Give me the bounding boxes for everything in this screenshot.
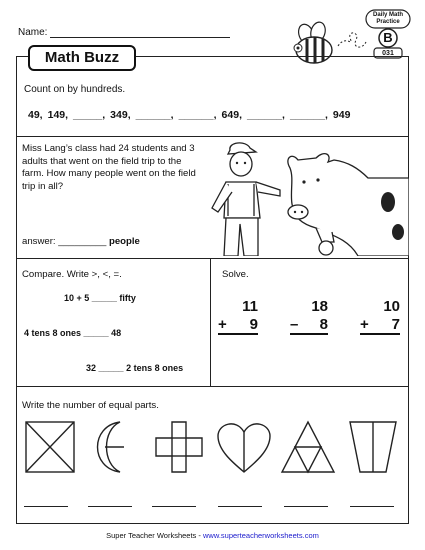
seq-item: 949 [332,109,351,121]
shapes-row [20,416,405,478]
seq-blank[interactable]: ______, [135,109,174,121]
answer-blank[interactable] [152,506,196,507]
page-title: Math Buzz [44,49,120,66]
seq-item: 149, [47,109,69,121]
heart-shape-icon [218,424,270,472]
compare-blank[interactable]: _____ [91,293,117,303]
problem-bottom: + 9 [218,316,258,333]
cross-shape-icon [156,422,202,472]
answer-blank[interactable] [350,506,394,507]
badge-number: 031 [382,50,394,57]
compare-item: 32 _____ 2 tens 8 ones [86,363,184,373]
problem-top: 10 [383,298,400,315]
badge-line2: Practice [376,19,400,25]
answer-field[interactable]: _________ [58,236,107,247]
name-label: Name: [18,27,48,38]
seq-blank[interactable]: ______, [289,109,328,121]
farmer-cow-illustration [198,138,409,256]
answer-blank[interactable] [24,506,68,507]
problem-bottom: + 7 [360,316,400,333]
shapes-svg [20,416,405,478]
name-field[interactable] [50,37,230,38]
problem-top: 18 [311,298,328,315]
answer-row [22,236,140,248]
count-sequence [28,109,398,121]
seq-item: 49, [28,109,43,121]
crescent-shape-icon [98,422,125,472]
seq-blank[interactable]: ______, [246,109,285,121]
badge-letter: B [383,30,393,45]
answer-blank[interactable] [88,506,132,507]
divider [16,258,409,259]
problem-top: 11 [242,298,258,315]
divider [16,136,409,137]
divider [210,258,211,386]
footer-link[interactable]: www.superteacherworksheets.com [202,531,319,540]
seq-item: 649, [221,109,242,121]
compare-item: 4 tens 8 ones _____ 48 [24,328,122,338]
badge-line1: Daily Math [372,12,403,18]
seq-blank[interactable]: ______, [178,109,217,121]
answer-blank[interactable] [284,506,328,507]
triangle-shape-icon [282,422,334,472]
seq-blank[interactable]: _____, [73,109,106,121]
seq-item: 349, [110,109,131,121]
trapezoid-shape-icon [350,422,396,472]
answer-unit: people [108,236,140,247]
count-prompt: Count on by hundreds. [24,84,126,95]
divider [16,386,409,387]
daily-practice-badge [364,8,412,60]
square-shape-icon [26,422,74,472]
solve-prompt: Solve. [222,269,249,280]
footer-text: Super Teacher Worksheets - [106,531,203,540]
answer-blank[interactable] [218,506,262,507]
equal-parts-prompt: Write the number of equal parts. [22,400,159,411]
answer-label: answer: [22,236,56,247]
farmer-cow-icon [198,138,409,256]
compare-blank[interactable]: _____ [83,328,109,338]
problem-bottom: – 8 [290,316,328,333]
compare-item: 10 + 5 _____ fifty [64,293,136,303]
word-problem: Miss Lang’s class had 24 students and 3 adults that went on the field trip to the farm. How many people went on the field trip in all? [22,143,196,192]
compare-prompt: Compare. Write >, <, =. [22,269,122,280]
footer [0,531,425,540]
compare-blank[interactable]: _____ [98,363,124,373]
